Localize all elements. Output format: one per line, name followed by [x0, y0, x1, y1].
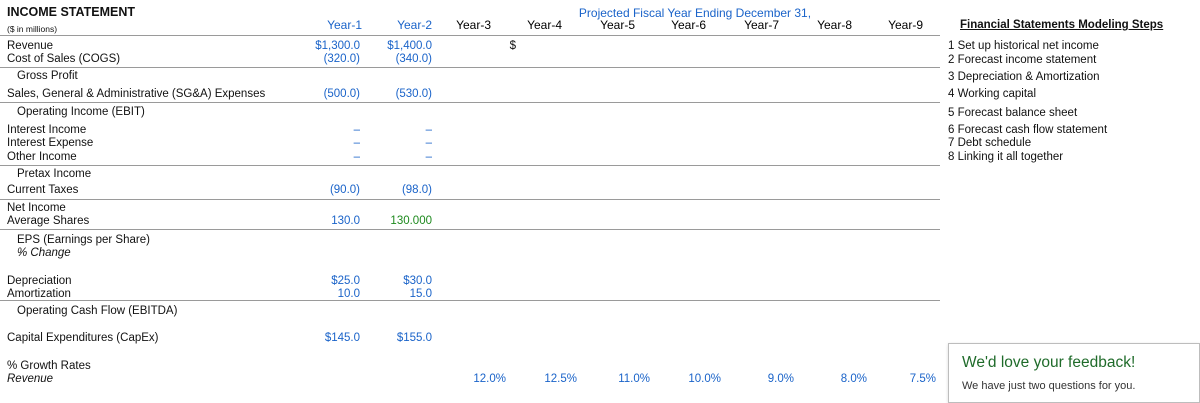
cell-taxes-y2[interactable]: (98.0) — [401, 184, 432, 196]
cell-amortization-y2[interactable]: 15.0 — [409, 288, 432, 300]
row-label-interest-expense[interactable]: Interest Expense — [7, 137, 94, 149]
cell-avg-shares-y1[interactable]: 130.0 — [331, 215, 360, 227]
step-item[interactable]: 1 Set up historical net income — [948, 40, 1099, 52]
row-label-ebit[interactable]: Operating Income (EBIT) — [17, 106, 145, 118]
cell-revenue-y2[interactable]: $1,400.0 — [387, 40, 432, 52]
divider-net-income — [0, 199, 940, 200]
row-label-sga[interactable]: Sales, General & Administrative (SG&A) Expenses — [7, 88, 266, 100]
cell-cogs-y1[interactable]: (320.0) — [323, 53, 360, 65]
units-label: ($ in millions) — [7, 24, 58, 34]
cell-cogs-y2[interactable]: (340.0) — [395, 53, 432, 65]
row-label-revenue[interactable]: Revenue — [7, 40, 54, 52]
cell-revenue-growth-y3[interactable]: 12.0% — [473, 373, 506, 385]
step-item[interactable]: 2 Forecast income statement — [948, 54, 1097, 66]
step-item[interactable]: 3 Depreciation & Amortization — [948, 71, 1100, 83]
divider-pretax — [0, 165, 940, 166]
row-label-pretax[interactable]: Pretax Income — [17, 168, 92, 180]
row-label-revenue-growth[interactable]: Revenue — [7, 373, 54, 385]
cell-depreciation-y2[interactable]: $30.0 — [403, 275, 432, 287]
divider-ebitda — [0, 300, 940, 301]
cell-taxes-y1[interactable]: (90.0) — [329, 184, 360, 196]
cell-avg-shares-y2[interactable]: 130.000 — [390, 215, 432, 227]
cell-revenue-growth-y9[interactable]: 7.5% — [909, 373, 936, 385]
step-item[interactable]: 7 Debt schedule — [948, 137, 1032, 149]
cell-other-income-y1[interactable]: – — [353, 151, 360, 163]
step-item[interactable]: 8 Linking it all together — [948, 151, 1064, 163]
step-item[interactable]: 5 Forecast balance sheet — [948, 107, 1078, 119]
feedback-subtitle: We have just two questions for you. — [962, 380, 1136, 392]
row-label-ebitda[interactable]: Operating Cash Flow (EBITDA) — [17, 305, 178, 317]
year-header-9[interactable]: Year-9 — [888, 18, 923, 32]
row-label-depreciation[interactable]: Depreciation — [7, 275, 72, 287]
row-label-eps-change[interactable]: % Change — [17, 247, 71, 259]
row-label-capex[interactable]: Capital Expenditures (CapEx) — [7, 332, 159, 344]
cell-sga-y1[interactable]: (500.0) — [323, 88, 360, 100]
cell-revenue-growth-y7[interactable]: 9.0% — [767, 373, 794, 385]
year-header-3[interactable]: Year-3 — [456, 18, 491, 32]
cell-revenue-growth-y6[interactable]: 10.0% — [688, 373, 721, 385]
step-item[interactable]: 6 Forecast cash flow statement — [948, 124, 1108, 136]
header-divider — [0, 35, 940, 36]
cell-interest-income-y2[interactable]: – — [425, 124, 432, 136]
year-header-6[interactable]: Year-6 — [671, 18, 706, 32]
year-header-4[interactable]: Year-4 — [527, 18, 562, 32]
row-label-gross-profit[interactable]: Gross Profit — [17, 70, 78, 82]
row-label-taxes[interactable]: Current Taxes — [7, 184, 79, 196]
cell-revenue-growth-y8[interactable]: 8.0% — [840, 373, 867, 385]
row-label-other-income[interactable]: Other Income — [7, 151, 77, 163]
cell-other-income-y2[interactable]: – — [425, 151, 432, 163]
cell-depreciation-y1[interactable]: $25.0 — [331, 275, 360, 287]
year-header-8[interactable]: Year-8 — [817, 18, 852, 32]
cell-interest-income-y1[interactable]: – — [353, 124, 360, 136]
year-header-1[interactable]: Year-1 — [327, 18, 362, 32]
cell-revenue-y3[interactable]: $ — [509, 40, 516, 52]
divider-gross-profit — [0, 67, 940, 68]
feedback-widget[interactable] — [948, 343, 1200, 403]
year-header-2[interactable]: Year-2 — [397, 18, 432, 32]
cell-sga-y2[interactable]: (530.0) — [395, 88, 432, 100]
steps-title: Financial Statements Modeling Steps — [960, 19, 1164, 31]
cell-revenue-growth-y4[interactable]: 12.5% — [544, 373, 577, 385]
step-item[interactable]: 4 Working capital — [948, 88, 1036, 100]
cell-capex-y1[interactable]: $145.0 — [324, 332, 360, 344]
divider-eps — [0, 229, 940, 230]
row-label-cogs[interactable]: Cost of Sales (COGS) — [7, 53, 121, 65]
cell-interest-expense-y2[interactable]: – — [425, 137, 432, 149]
row-label-interest-income[interactable]: Interest Income — [7, 124, 87, 136]
cell-revenue-y1[interactable]: $1,300.0 — [315, 40, 360, 52]
row-label-amortization[interactable]: Amortization — [7, 288, 71, 300]
projection-banner: Projected Fiscal Year Ending December 31, — [578, 6, 812, 20]
cell-revenue-growth-y5[interactable]: 11.0% — [618, 373, 650, 385]
year-header-7[interactable]: Year-7 — [744, 18, 779, 32]
cell-amortization-y1[interactable]: 10.0 — [337, 288, 360, 300]
divider-ebit — [0, 102, 940, 103]
row-label-net-income[interactable]: Net Income — [7, 202, 66, 214]
row-label-eps[interactable]: EPS (Earnings per Share) — [17, 234, 150, 246]
row-label-growth-header[interactable]: % Growth Rates — [7, 360, 91, 372]
feedback-title: We'd love your feedback! — [962, 354, 1136, 371]
year-header-5[interactable]: Year-5 — [600, 18, 635, 32]
cell-interest-expense-y1[interactable]: – — [353, 137, 360, 149]
cell-capex-y2[interactable]: $155.0 — [396, 332, 432, 344]
sheet-title: INCOME STATEMENT — [7, 5, 136, 19]
row-label-avg-shares[interactable]: Average Shares — [7, 215, 90, 227]
